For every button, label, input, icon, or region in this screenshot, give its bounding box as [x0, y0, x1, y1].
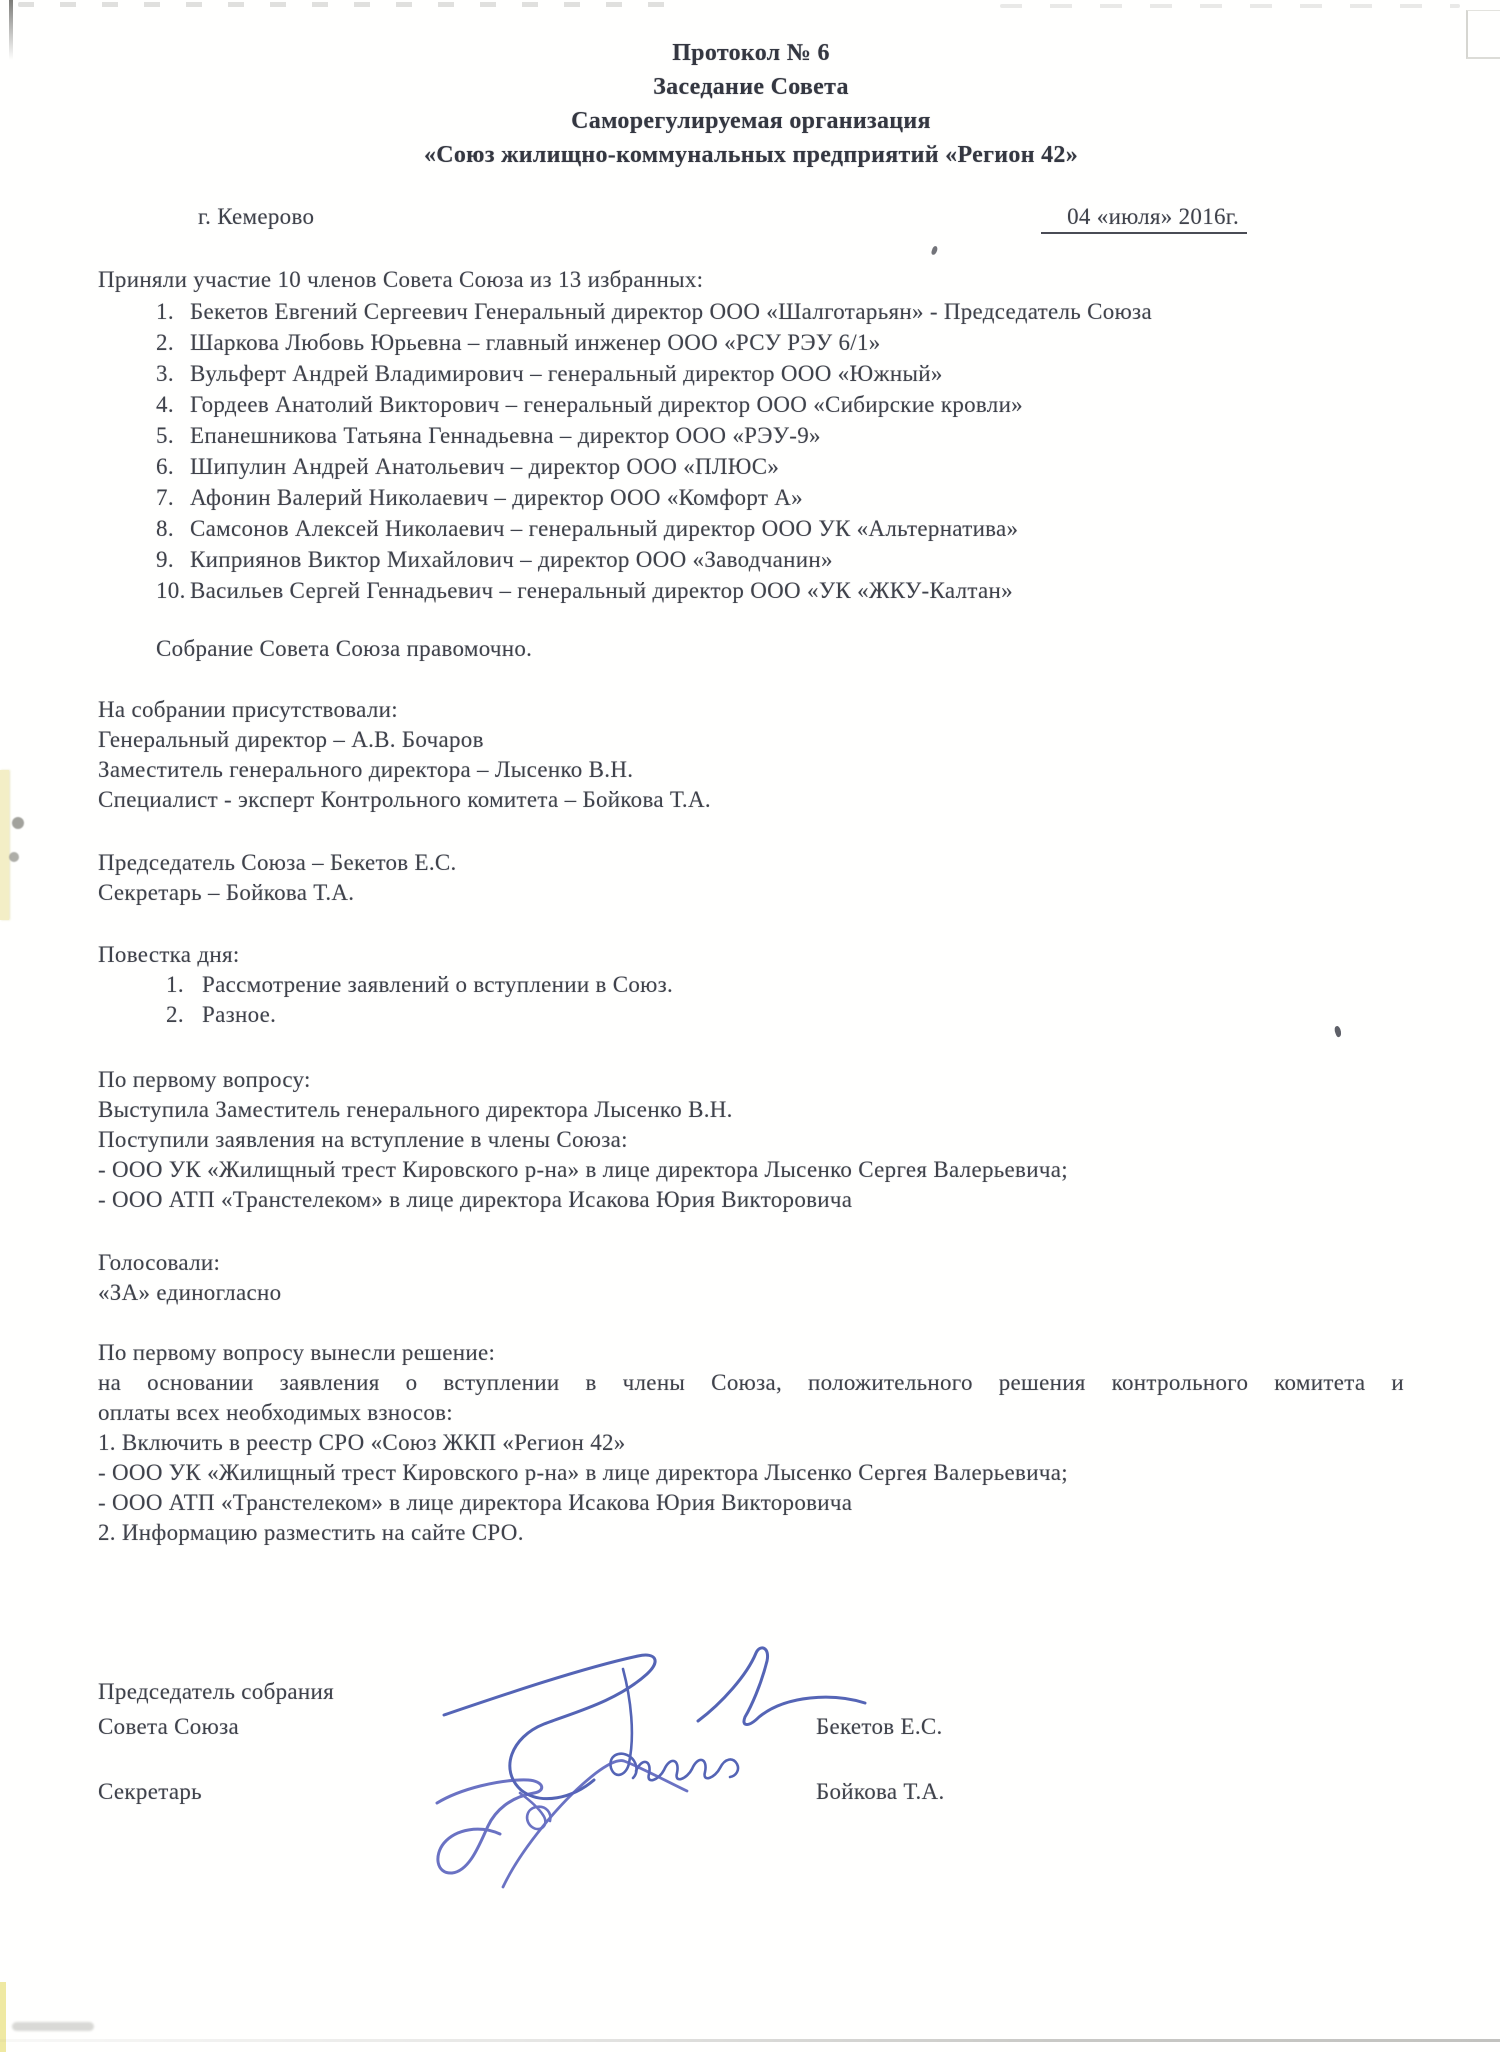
agenda-item: Разное.: [202, 1002, 277, 1027]
title-meeting-type: Заседание Совета: [653, 74, 849, 100]
decision-item: - ООО УК «Жилищный трест Кировского р-на» в лице директора Лысенко Сергея Валерьевича;: [98, 1460, 1068, 1485]
agenda-item: Рассмотрение заявлений о вступлении в Союз.: [202, 972, 674, 997]
secretary-signature-label: Секретарь: [98, 1779, 202, 1804]
title-organization-type: Саморегулируемая организация: [571, 108, 931, 134]
title-organization-name: «Союз жилищно-коммунальных предприятий «Регион 42»: [423, 142, 1079, 168]
agenda-list: [98, 970, 1404, 1030]
dateline: [98, 202, 1404, 232]
voting-section: [98, 1248, 1404, 1308]
member-item: Васильев Сергей Геннадьевич – генеральный директор ООО «УК «ЖКУ-Калтан»: [190, 578, 1013, 603]
officers-section: [98, 848, 1404, 908]
title-protocol-number: Протокол № 6: [672, 40, 830, 66]
first-question-line: - ООО АТП «Транстелеком» в лице директора Исакова Юрия Викторовича: [98, 1187, 853, 1212]
decision-item: - ООО АТП «Транстелеком» в лице директора Исакова Юрия Викторовича: [98, 1490, 853, 1515]
present-title: На собрании присутствовали:: [98, 697, 398, 722]
present-line: Генеральный директор – А.В. Бочаров: [98, 727, 484, 752]
secretary-signature-name: Бойкова Т.А.: [816, 1779, 945, 1804]
member-item: Вульферт Андрей Владимирович – генеральный директор ООО «Южный»: [190, 361, 943, 386]
first-question-section: [98, 1095, 1404, 1215]
officer-chairman: Председатель Союза – Бекетов Е.С.: [98, 850, 457, 875]
quorum-statement: Собрание Совета Союза правомочно.: [156, 636, 533, 661]
signature-block: [98, 1677, 1404, 2037]
member-item: Шипулин Андрей Анатольевич – директор ООО «ПЛЮС»: [190, 454, 780, 479]
decision-section: [98, 1368, 1404, 1548]
decision-body-line: оплаты всех необходимых взносов:: [98, 1400, 453, 1425]
member-item: Киприянов Виктор Михайлович – директор ООО «Заводчанин»: [190, 547, 833, 572]
document-title: [98, 36, 1404, 172]
agenda-title: Повестка дня:: [98, 942, 240, 967]
voting-title: Голосовали:: [98, 1250, 221, 1275]
member-item: Самсонов Алексей Николаевич – генеральный директор ООО УК «Альтернатива»: [190, 516, 1019, 541]
first-question-title: По первому вопросу:: [98, 1067, 311, 1092]
scan-bottom-shadow: [0, 2039, 1500, 2042]
present-section: [98, 695, 1404, 815]
first-question-line: Поступили заявления на вступление в члены Союза:: [98, 1127, 628, 1152]
decision-item: 2. Информацию разместить на сайте СРО.: [98, 1520, 524, 1545]
attendance-intro: Приняли участие 10 членов Совета Союза из 13 избранных:: [98, 267, 704, 292]
member-list: [98, 296, 1404, 606]
decision-title: По первому вопросу вынесли решение:: [98, 1340, 496, 1365]
officer-secretary: Секретарь – Бойкова Т.А.: [98, 880, 355, 905]
dateline-date: 04 «июля» 2016г.: [1041, 202, 1247, 234]
chairman-signature-label: Совета Союза: [98, 1714, 239, 1739]
member-item: Шаркова Любовь Юрьевна – главный инженер ООО «РСУ РЭУ 6/1»: [190, 330, 881, 355]
first-question-line: Выступила Заместитель генерального директора Лысенко В.Н.: [98, 1097, 733, 1122]
first-question-line: - ООО УК «Жилищный трест Кировского р-на» в лице директора Лысенко Сергея Валерьевича;: [98, 1157, 1068, 1182]
dateline-city: г. Кемерово: [198, 204, 315, 229]
decision-item: 1. Включить в реестр СРО «Союз ЖКП «Регион 42»: [98, 1430, 626, 1455]
member-item: Бекетов Евгений Сергеевич Генеральный директор ООО «Шалготарьян» - Председатель Союза: [190, 299, 1152, 324]
voting-result: «ЗА» единогласно: [98, 1280, 282, 1305]
chairman-signature-label: Председатель собрания: [98, 1679, 335, 1704]
handwritten-signatures: [400, 1643, 880, 1975]
decision-body-line: на основании заявления о вступлении в члены Союза, положительного решения контрольного комитета и: [98, 1370, 1404, 1395]
member-item: Афонин Валерий Николаевич – директор ООО «Комфорт А»: [190, 485, 803, 510]
member-item: Гордеев Анатолий Викторович – генеральный директор ООО «Сибирские кровли»: [190, 392, 1023, 417]
present-line: Специалист - эксперт Контрольного комитета – Бойкова Т.А.: [98, 787, 711, 812]
chairman-signature-name: Бекетов Е.С.: [816, 1714, 943, 1739]
present-line: Заместитель генерального директора – Лысенко В.Н.: [98, 757, 634, 782]
member-item: Епанешникова Татьяна Геннадьевна – директор ООО «РЭУ-9»: [190, 423, 821, 448]
